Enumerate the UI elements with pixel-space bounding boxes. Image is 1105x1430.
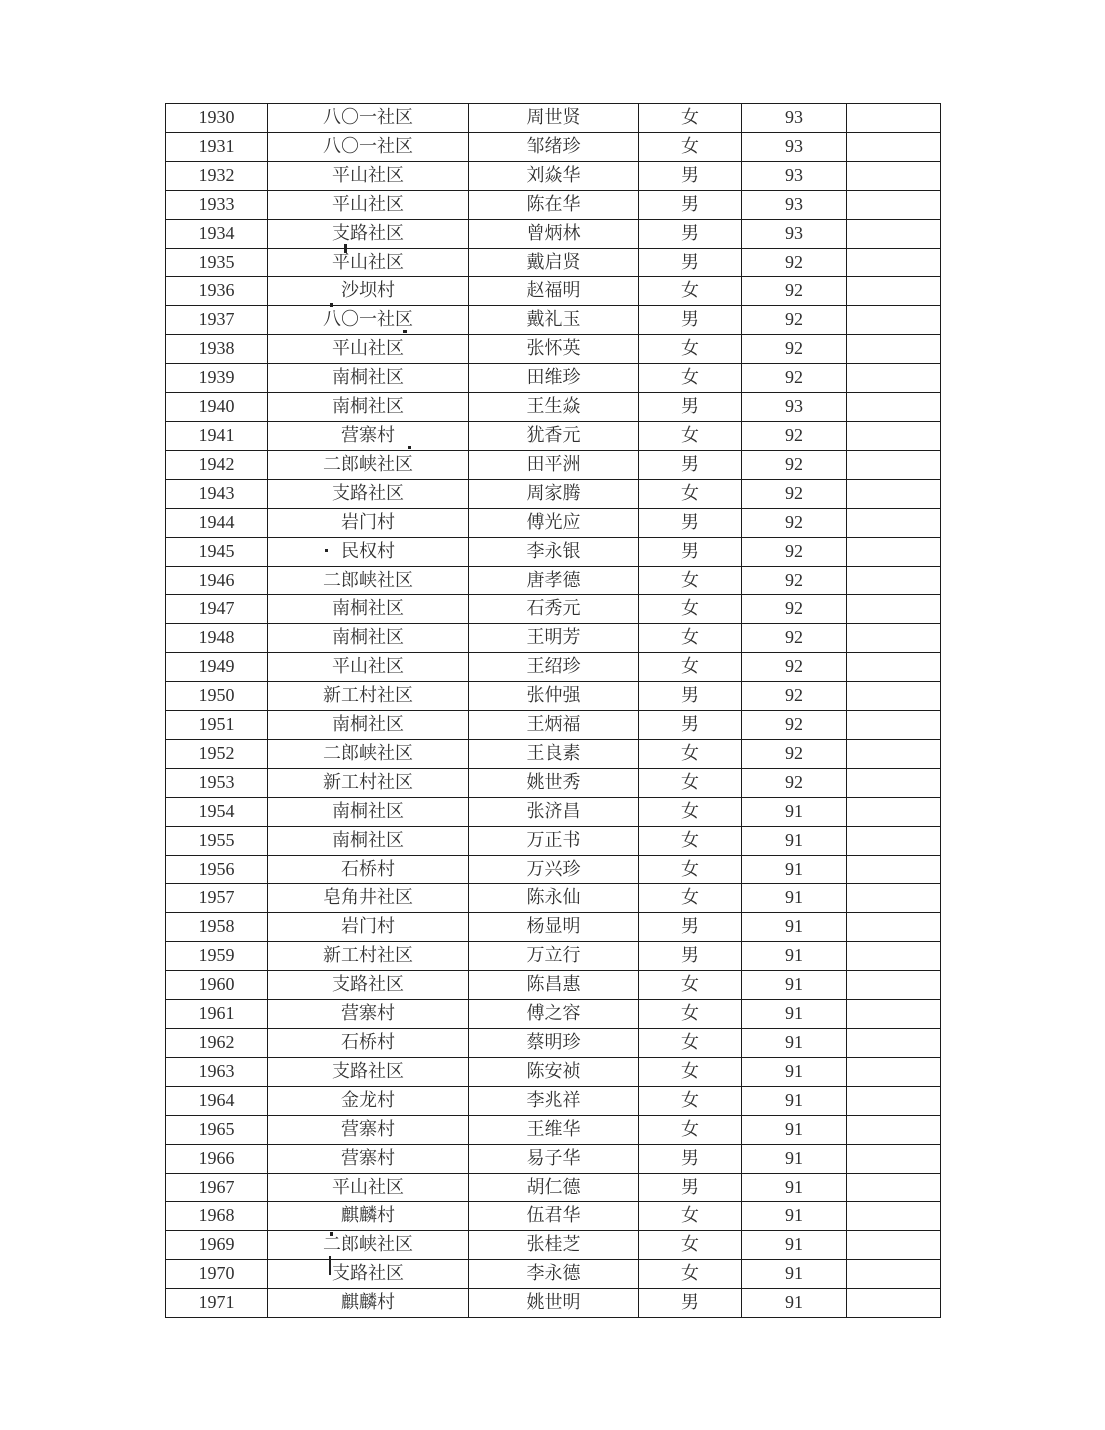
community-cell: 八〇一社区 (268, 104, 469, 133)
gender-cell: 女 (639, 1000, 742, 1029)
person-name-cell: 张桂芝 (469, 1231, 639, 1260)
score-cell: 92 (742, 739, 847, 768)
community-cell: 平山社区 (268, 335, 469, 364)
serial-number-cell: 1938 (166, 335, 268, 364)
table-row (166, 942, 941, 971)
person-name-cell: 王绍珍 (469, 653, 639, 682)
empty-cell (847, 537, 941, 566)
empty-cell (847, 768, 941, 797)
serial-number-cell: 1934 (166, 219, 268, 248)
table-row (166, 797, 941, 826)
person-name-cell: 赵福明 (469, 277, 639, 306)
community-cell: 二郎峡社区 (268, 566, 469, 595)
serial-number-cell: 1937 (166, 306, 268, 335)
community-cell: 新工村社区 (268, 682, 469, 711)
table-row (166, 1115, 941, 1144)
person-name-cell: 王维华 (469, 1115, 639, 1144)
gender-cell: 女 (639, 335, 742, 364)
community-cell: 支路社区 (268, 1260, 469, 1289)
empty-cell (847, 219, 941, 248)
person-name-cell: 陈昌惠 (469, 971, 639, 1000)
gender-cell: 女 (639, 277, 742, 306)
empty-cell (847, 942, 941, 971)
score-cell: 93 (742, 393, 847, 422)
table-row (166, 1289, 941, 1318)
serial-number-cell: 1968 (166, 1202, 268, 1231)
empty-cell (847, 1057, 941, 1086)
gender-cell: 男 (639, 190, 742, 219)
gender-cell: 女 (639, 104, 742, 133)
empty-cell (847, 1029, 941, 1058)
gender-cell: 女 (639, 479, 742, 508)
person-name-cell: 唐孝德 (469, 566, 639, 595)
empty-cell (847, 421, 941, 450)
community-cell: 平山社区 (268, 190, 469, 219)
empty-cell (847, 971, 941, 1000)
table-row (166, 1000, 941, 1029)
gender-cell: 女 (639, 364, 742, 393)
table-row (166, 855, 941, 884)
gender-cell: 女 (639, 566, 742, 595)
score-cell: 92 (742, 335, 847, 364)
score-cell: 93 (742, 219, 847, 248)
person-name-cell: 王明芳 (469, 624, 639, 653)
community-cell: 支路社区 (268, 219, 469, 248)
gender-cell: 女 (639, 595, 742, 624)
gender-cell: 男 (639, 913, 742, 942)
serial-number-cell: 1935 (166, 248, 268, 277)
table-row (166, 1231, 941, 1260)
community-cell: 平山社区 (268, 653, 469, 682)
person-name-cell: 张济昌 (469, 797, 639, 826)
score-cell: 91 (742, 826, 847, 855)
person-name-cell: 万立行 (469, 942, 639, 971)
score-cell: 92 (742, 450, 847, 479)
empty-cell (847, 1115, 941, 1144)
table-row (166, 248, 941, 277)
gender-cell: 男 (639, 219, 742, 248)
table-row (166, 277, 941, 306)
score-cell: 93 (742, 132, 847, 161)
table-row (166, 306, 941, 335)
serial-number-cell: 1953 (166, 768, 268, 797)
person-name-cell: 石秀元 (469, 595, 639, 624)
community-cell: 南桐社区 (268, 826, 469, 855)
serial-number-cell: 1945 (166, 537, 268, 566)
table-row (166, 335, 941, 364)
score-cell: 92 (742, 421, 847, 450)
empty-cell (847, 1173, 941, 1202)
empty-cell (847, 913, 941, 942)
community-cell: 南桐社区 (268, 711, 469, 740)
score-cell: 92 (742, 508, 847, 537)
table-row (166, 190, 941, 219)
community-cell: 平山社区 (268, 1173, 469, 1202)
serial-number-cell: 1958 (166, 913, 268, 942)
table-row (166, 1144, 941, 1173)
person-name-cell: 张仲强 (469, 682, 639, 711)
gender-cell: 男 (639, 711, 742, 740)
table-body (166, 104, 941, 1318)
score-cell: 91 (742, 1086, 847, 1115)
table-row (166, 826, 941, 855)
score-cell: 91 (742, 1057, 847, 1086)
gender-cell: 男 (639, 537, 742, 566)
gender-cell: 女 (639, 1231, 742, 1260)
empty-cell (847, 393, 941, 422)
score-cell: 92 (742, 711, 847, 740)
score-cell: 91 (742, 855, 847, 884)
gender-cell: 女 (639, 1057, 742, 1086)
gender-cell: 女 (639, 884, 742, 913)
person-name-cell: 王良素 (469, 739, 639, 768)
serial-number-cell: 1943 (166, 479, 268, 508)
empty-cell (847, 1289, 941, 1318)
empty-cell (847, 884, 941, 913)
serial-number-cell: 1946 (166, 566, 268, 595)
score-cell: 91 (742, 913, 847, 942)
table-row (166, 884, 941, 913)
score-cell: 91 (742, 1173, 847, 1202)
table-row (166, 1260, 941, 1289)
person-name-cell: 犹香元 (469, 421, 639, 450)
community-cell: 新工村社区 (268, 942, 469, 971)
serial-number-cell: 1967 (166, 1173, 268, 1202)
community-cell: 营寨村 (268, 1144, 469, 1173)
community-cell: 二郎峡社区 (268, 739, 469, 768)
table-row (166, 1173, 941, 1202)
empty-cell (847, 855, 941, 884)
person-name-cell: 曾炳林 (469, 219, 639, 248)
community-cell: 平山社区 (268, 248, 469, 277)
score-cell: 92 (742, 653, 847, 682)
community-cell: 石桥村 (268, 855, 469, 884)
score-cell: 92 (742, 624, 847, 653)
gender-cell: 男 (639, 1144, 742, 1173)
person-name-cell: 傅光应 (469, 508, 639, 537)
person-name-cell: 李永银 (469, 537, 639, 566)
person-name-cell: 戴礼玉 (469, 306, 639, 335)
person-name-cell: 王生焱 (469, 393, 639, 422)
person-name-cell: 周世贤 (469, 104, 639, 133)
score-cell: 92 (742, 595, 847, 624)
community-cell: 沙坝村 (268, 277, 469, 306)
person-name-cell: 蔡明珍 (469, 1029, 639, 1058)
person-name-cell: 刘焱华 (469, 161, 639, 190)
empty-cell (847, 1144, 941, 1173)
gender-cell: 男 (639, 161, 742, 190)
community-cell: 支路社区 (268, 971, 469, 1000)
serial-number-cell: 1948 (166, 624, 268, 653)
table-row (166, 132, 941, 161)
gender-cell: 男 (639, 248, 742, 277)
person-name-cell: 伍君华 (469, 1202, 639, 1231)
serial-number-cell: 1965 (166, 1115, 268, 1144)
table-row (166, 393, 941, 422)
score-cell: 91 (742, 1029, 847, 1058)
gender-cell: 女 (639, 739, 742, 768)
person-name-cell: 王炳福 (469, 711, 639, 740)
community-cell: 岩门村 (268, 913, 469, 942)
serial-number-cell: 1966 (166, 1144, 268, 1173)
community-cell: 新工村社区 (268, 768, 469, 797)
empty-cell (847, 190, 941, 219)
gender-cell: 男 (639, 942, 742, 971)
table-row (166, 682, 941, 711)
score-cell: 91 (742, 1231, 847, 1260)
person-name-cell: 姚世明 (469, 1289, 639, 1318)
person-name-cell: 易子华 (469, 1144, 639, 1173)
serial-number-cell: 1962 (166, 1029, 268, 1058)
empty-cell (847, 566, 941, 595)
person-name-cell: 万兴珍 (469, 855, 639, 884)
serial-number-cell: 1949 (166, 653, 268, 682)
community-cell: 南桐社区 (268, 624, 469, 653)
score-cell: 91 (742, 797, 847, 826)
score-cell: 91 (742, 1260, 847, 1289)
person-name-cell: 傅之容 (469, 1000, 639, 1029)
serial-number-cell: 1932 (166, 161, 268, 190)
community-cell: 支路社区 (268, 479, 469, 508)
gender-cell: 女 (639, 797, 742, 826)
table-row (166, 219, 941, 248)
empty-cell (847, 306, 941, 335)
serial-number-cell: 1963 (166, 1057, 268, 1086)
gender-cell: 女 (639, 421, 742, 450)
community-cell: 皂角井社区 (268, 884, 469, 913)
person-name-cell: 姚世秀 (469, 768, 639, 797)
community-cell: 南桐社区 (268, 364, 469, 393)
person-name-cell: 田平洲 (469, 450, 639, 479)
score-cell: 92 (742, 768, 847, 797)
serial-number-cell: 1942 (166, 450, 268, 479)
community-cell: 二郎峡社区 (268, 1231, 469, 1260)
community-cell: 八〇一社区 (268, 132, 469, 161)
score-cell: 91 (742, 1144, 847, 1173)
empty-cell (847, 711, 941, 740)
community-cell: 营寨村 (268, 1115, 469, 1144)
empty-cell (847, 1202, 941, 1231)
community-cell: 南桐社区 (268, 797, 469, 826)
person-name-cell: 张怀英 (469, 335, 639, 364)
table-row (166, 913, 941, 942)
gender-cell: 男 (639, 682, 742, 711)
community-cell: 营寨村 (268, 421, 469, 450)
table-row (166, 421, 941, 450)
person-name-cell: 李兆祥 (469, 1086, 639, 1115)
table-row (166, 1086, 941, 1115)
serial-number-cell: 1964 (166, 1086, 268, 1115)
table-row (166, 624, 941, 653)
gender-cell: 男 (639, 1173, 742, 1202)
person-name-cell: 周家腾 (469, 479, 639, 508)
person-name-cell: 万正书 (469, 826, 639, 855)
community-cell: 营寨村 (268, 1000, 469, 1029)
gender-cell: 女 (639, 971, 742, 1000)
empty-cell (847, 1231, 941, 1260)
serial-number-cell: 1947 (166, 595, 268, 624)
score-cell: 93 (742, 104, 847, 133)
serial-number-cell: 1971 (166, 1289, 268, 1318)
score-cell: 91 (742, 1202, 847, 1231)
table-row (166, 508, 941, 537)
empty-cell (847, 104, 941, 133)
score-cell: 92 (742, 277, 847, 306)
score-cell: 92 (742, 682, 847, 711)
serial-number-cell: 1939 (166, 364, 268, 393)
empty-cell (847, 826, 941, 855)
serial-number-cell: 1955 (166, 826, 268, 855)
serial-number-cell: 1954 (166, 797, 268, 826)
gender-cell: 女 (639, 1260, 742, 1289)
score-cell: 92 (742, 248, 847, 277)
score-cell: 91 (742, 1000, 847, 1029)
community-cell: 麒麟村 (268, 1202, 469, 1231)
empty-cell (847, 132, 941, 161)
empty-cell (847, 335, 941, 364)
serial-number-cell: 1956 (166, 855, 268, 884)
community-cell: 民权村 (268, 537, 469, 566)
community-cell: 麒麟村 (268, 1289, 469, 1318)
empty-cell (847, 1260, 941, 1289)
serial-number-cell: 1940 (166, 393, 268, 422)
empty-cell (847, 624, 941, 653)
community-cell: 八〇一社区 (268, 306, 469, 335)
serial-number-cell: 1931 (166, 132, 268, 161)
gender-cell: 女 (639, 1029, 742, 1058)
gender-cell: 女 (639, 826, 742, 855)
gender-cell: 男 (639, 450, 742, 479)
person-name-cell: 戴启贤 (469, 248, 639, 277)
gender-cell: 女 (639, 855, 742, 884)
empty-cell (847, 682, 941, 711)
empty-cell (847, 595, 941, 624)
community-cell: 岩门村 (268, 508, 469, 537)
gender-cell: 男 (639, 393, 742, 422)
table-row (166, 104, 941, 133)
serial-number-cell: 1960 (166, 971, 268, 1000)
table-row (166, 566, 941, 595)
empty-cell (847, 161, 941, 190)
score-cell: 92 (742, 306, 847, 335)
person-name-cell: 邹绪珍 (469, 132, 639, 161)
table-row (166, 711, 941, 740)
person-name-cell: 胡仁德 (469, 1173, 639, 1202)
score-cell: 91 (742, 971, 847, 1000)
community-cell: 南桐社区 (268, 595, 469, 624)
empty-cell (847, 248, 941, 277)
table-row (166, 161, 941, 190)
person-name-cell: 陈永仙 (469, 884, 639, 913)
community-cell: 金龙村 (268, 1086, 469, 1115)
person-name-cell: 杨显明 (469, 913, 639, 942)
serial-number-cell: 1957 (166, 884, 268, 913)
serial-number-cell: 1959 (166, 942, 268, 971)
gender-cell: 女 (639, 1202, 742, 1231)
table-row (166, 364, 941, 393)
table-row (166, 1029, 941, 1058)
empty-cell (847, 364, 941, 393)
table-row (166, 653, 941, 682)
person-name-cell: 陈在华 (469, 190, 639, 219)
empty-cell (847, 479, 941, 508)
gender-cell: 男 (639, 508, 742, 537)
table-row (166, 595, 941, 624)
empty-cell (847, 508, 941, 537)
serial-number-cell: 1950 (166, 682, 268, 711)
person-name-cell: 田维珍 (469, 364, 639, 393)
score-cell: 92 (742, 479, 847, 508)
community-cell: 平山社区 (268, 161, 469, 190)
serial-number-cell: 1951 (166, 711, 268, 740)
gender-cell: 女 (639, 1115, 742, 1144)
serial-number-cell: 1969 (166, 1231, 268, 1260)
gender-cell: 女 (639, 624, 742, 653)
serial-number-cell: 1952 (166, 739, 268, 768)
community-cell: 二郎峡社区 (268, 450, 469, 479)
serial-number-cell: 1944 (166, 508, 268, 537)
score-cell: 93 (742, 190, 847, 219)
person-name-cell: 陈安祯 (469, 1057, 639, 1086)
score-cell: 91 (742, 1289, 847, 1318)
score-cell: 92 (742, 364, 847, 393)
score-cell: 93 (742, 161, 847, 190)
serial-number-cell: 1970 (166, 1260, 268, 1289)
score-cell: 91 (742, 1115, 847, 1144)
gender-cell: 女 (639, 132, 742, 161)
table-row (166, 1057, 941, 1086)
serial-number-cell: 1961 (166, 1000, 268, 1029)
empty-cell (847, 277, 941, 306)
table-row (166, 1202, 941, 1231)
serial-number-cell: 1941 (166, 421, 268, 450)
serial-number-cell: 1936 (166, 277, 268, 306)
gender-cell: 男 (639, 306, 742, 335)
gender-cell: 男 (639, 1289, 742, 1318)
gender-cell: 女 (639, 768, 742, 797)
table-row (166, 479, 941, 508)
table-row (166, 768, 941, 797)
empty-cell (847, 1000, 941, 1029)
serial-number-cell: 1930 (166, 104, 268, 133)
score-cell: 91 (742, 942, 847, 971)
score-cell: 92 (742, 537, 847, 566)
gender-cell: 女 (639, 653, 742, 682)
community-cell: 支路社区 (268, 1057, 469, 1086)
empty-cell (847, 1086, 941, 1115)
empty-cell (847, 653, 941, 682)
community-cell: 南桐社区 (268, 393, 469, 422)
empty-cell (847, 739, 941, 768)
table-row (166, 537, 941, 566)
score-cell: 92 (742, 566, 847, 595)
table-row (166, 739, 941, 768)
empty-cell (847, 797, 941, 826)
residents-score-table (165, 103, 941, 1318)
table-row (166, 450, 941, 479)
empty-cell (847, 450, 941, 479)
gender-cell: 女 (639, 1086, 742, 1115)
person-name-cell: 李永德 (469, 1260, 639, 1289)
serial-number-cell: 1933 (166, 190, 268, 219)
table-row (166, 971, 941, 1000)
community-cell: 石桥村 (268, 1029, 469, 1058)
score-cell: 91 (742, 884, 847, 913)
